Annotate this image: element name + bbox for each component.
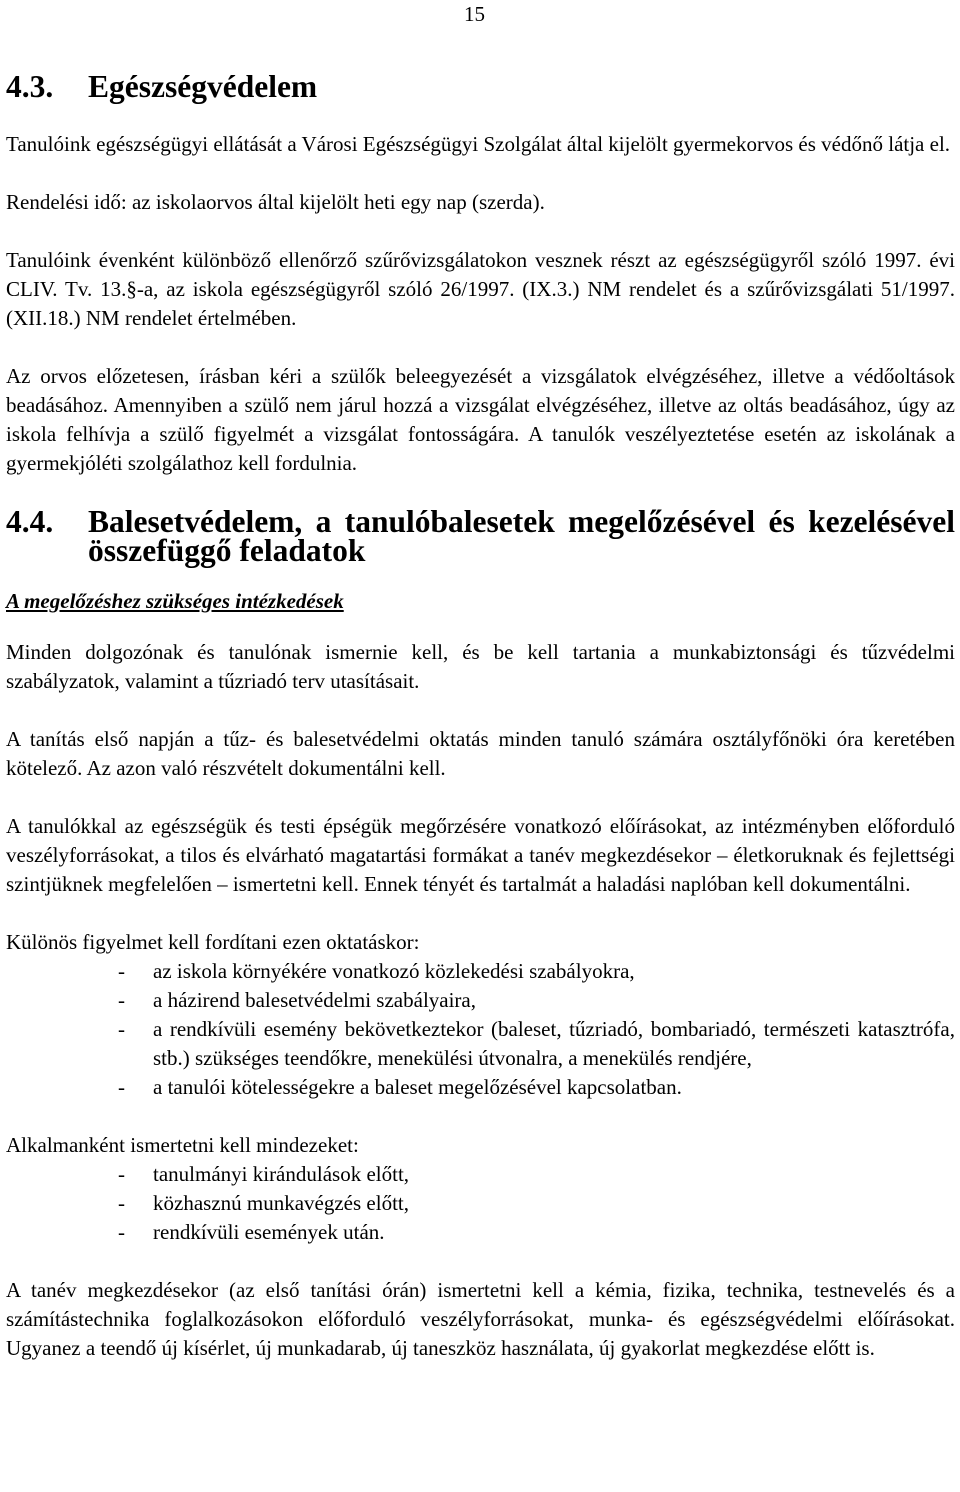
paragraph: Az orvos előzetesen, írásban kéri a szülők beleegyezését a vizsgálatok elvégzéséhez, illetve a védőoltások beadásához. Amennyiben a szülő nem járul hozzá a vizsgálat elvégzéséhez, illetve az oltás beadásához, úgy az iskola felhívja a szülő figyelmét a vizsgálat fontosságára. A tanulók veszélyeztetése esetén az iskolának a gyermekjóléti szolgálathoz kell fordulnia. xyxy=(6,364,955,475)
list-marker: - xyxy=(118,1220,125,1244)
paragraph: A tanítás első napján a tűz- és balesetvédelmi oktatás minden tanuló számára osztályfőnöki óra keretében kötelező. Az azon való részvételt dokumentálni kell. xyxy=(6,727,955,780)
document-body xyxy=(6,69,955,1363)
list-intro: Alkalmanként ismertetni kell mindezeket: xyxy=(6,1133,359,1157)
list-item xyxy=(6,1189,955,1218)
list-item-text: közhasznú munkavégzés előtt, xyxy=(153,1191,409,1215)
list-marker: - xyxy=(118,1191,125,1215)
page-number: 15 xyxy=(464,2,485,26)
paragraph: A tanulókkal az egészségük és testi épségük megőrzésére vonatkozó előírásokat, az intézményben előforduló veszélyforrásokat, a tilos és elvárható magatartási formákat a tanév megkezdésekor – életkoruknak és fejlettségi szintjüknek megfelelően – ismertetni kell. Ennek tényét és tartalmát a haladási naplóban kell dokumentálni. xyxy=(6,814,955,896)
list-item-text: az iskola környékére vonatkozó közlekedési szabályokra, xyxy=(153,959,635,983)
list-marker: - xyxy=(118,1017,125,1041)
list-item-text: a házirend balesetvédelmi szabályaira, xyxy=(153,988,476,1012)
dash-list xyxy=(6,957,955,1102)
paragraph: Rendelési idő: az iskolaorvos által kijelölt heti egy nap (szerda). xyxy=(6,190,545,214)
list-item-text: rendkívüli események után. xyxy=(153,1220,385,1244)
section-number: 4.3. xyxy=(6,69,54,104)
list-item xyxy=(6,986,955,1015)
list-marker: - xyxy=(118,959,125,983)
list-item xyxy=(6,1015,955,1073)
list-item xyxy=(6,1218,955,1247)
list-marker: - xyxy=(118,1075,125,1099)
section-title: Egészségvédelem xyxy=(88,69,318,104)
list-item xyxy=(6,957,955,986)
list-item-text: a tanulói kötelességekre a baleset megelőzésével kapcsolatban. xyxy=(153,1075,682,1099)
section-title: Balesetvédelem, a tanulóbalesetek megelőzésével és kezelésével összefüggő feladatok xyxy=(88,504,955,568)
section-number: 4.4. xyxy=(6,504,54,539)
list-marker: - xyxy=(118,988,125,1012)
paragraph: Minden dolgozónak és tanulónak ismernie kell, és be kell tartania a munkabiztonsági és tűzvédelmi szabályzatok, valamint a tűzriadó terv utasításait. xyxy=(6,640,955,693)
subheading: A megelőzéshez szükséges intézkedések xyxy=(6,589,344,613)
section-heading-4-4 xyxy=(6,504,955,568)
list-item-text: tanulmányi kirándulások előtt, xyxy=(153,1162,410,1186)
dash-list xyxy=(6,1160,955,1247)
paragraph: Tanulóink egészségügyi ellátását a Városi Egészségügyi Szolgálat által kijelölt gyermekorvos és védőnő látja el. xyxy=(6,132,951,156)
list-item xyxy=(6,1073,955,1102)
paragraph: Tanulóink évenként különböző ellenőrző szűrővizsgálatokon vesznek részt az egészségügyről szóló 1997. évi CLIV. Tv. 13.§-a, az iskola egészségügyről szóló 26/1997. (IX.3.) NM rendelet és a szűrővizsgálati 51/1997. (XII.18.) NM rendelet értelmében. xyxy=(6,248,955,330)
list-item xyxy=(6,1160,955,1189)
list-marker: - xyxy=(118,1162,125,1186)
paragraph: A tanév megkezdésekor (az első tanítási órán) ismertetni kell a kémia, fizika, technika, testnevelés és a számítástechnika foglalkozásokon előforduló veszélyforrásokat, munka- és egészségvédelmi előírásokat. Ugyanez a teendő új kísérlet, új munkadarab, új taneszköz használata, új gyakorlat megkezdése előtt is. xyxy=(6,1278,955,1360)
list-item-text: a rendkívüli esemény bekövetkeztekor (baleset, tűzriadó, bombariadó, természeti katasztrófa, stb.) szükséges teendőkre, menekülési útvonalra, a menekülés rendjére, xyxy=(153,1017,955,1070)
section-heading-4-3 xyxy=(6,69,955,104)
list-intro: Különös figyelmet kell fordítani ezen oktatáskor: xyxy=(6,930,420,954)
